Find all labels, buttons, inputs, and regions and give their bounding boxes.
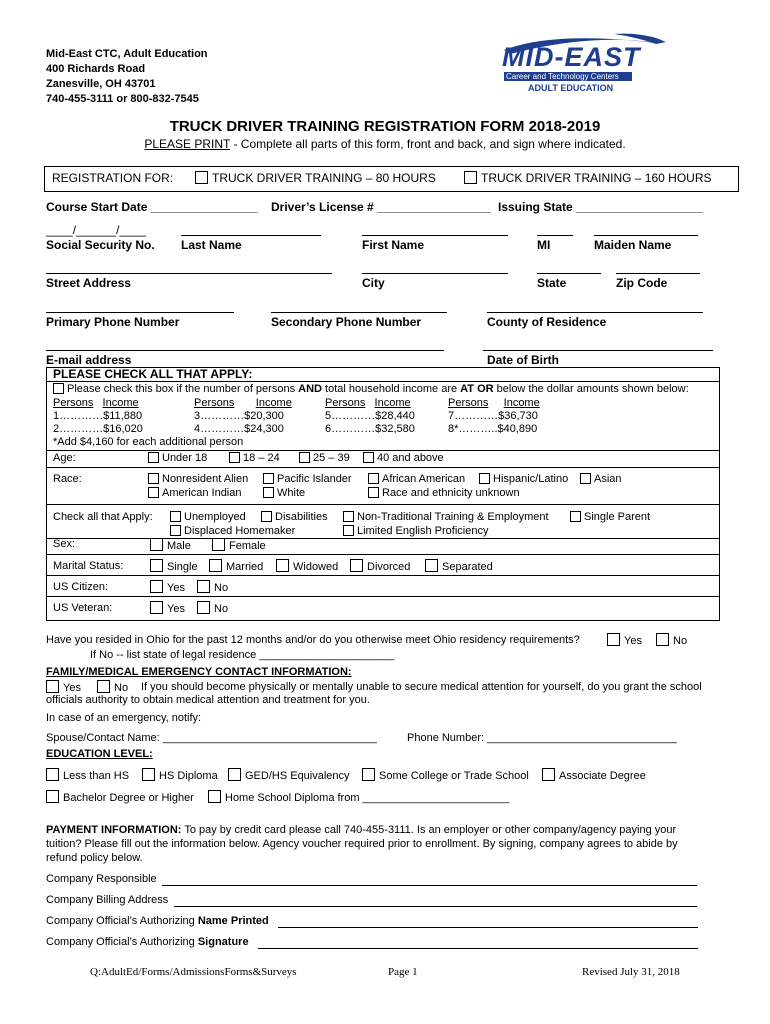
opt-limited-english[interactable]: Limited English Proficiency bbox=[343, 525, 488, 537]
street-line[interactable] bbox=[46, 273, 332, 274]
age-label: Age: bbox=[53, 452, 76, 464]
veteran-label: US Veteran: bbox=[53, 602, 113, 614]
education-header: EDUCATION LEVEL: bbox=[46, 748, 153, 760]
opt-displaced-homemaker[interactable]: Displaced Homemaker bbox=[170, 525, 295, 537]
income-cell: 8*………..$40,890 bbox=[448, 423, 538, 435]
checkbox[interactable] bbox=[170, 525, 181, 536]
col-header-2: Persons Income bbox=[194, 397, 292, 409]
first-name-line[interactable] bbox=[362, 235, 508, 236]
checkbox[interactable] bbox=[229, 452, 240, 463]
checkbox[interactable] bbox=[464, 171, 477, 184]
age-18-24[interactable]: 18 – 24 bbox=[229, 452, 280, 464]
mid-east-logo bbox=[496, 28, 672, 98]
maiden-name-label: Maiden Name bbox=[594, 238, 672, 252]
subtitle-rest: - Complete all parts of this form, front and back, and sign where indicated. bbox=[230, 137, 626, 151]
income-cell: 1…………$11,880 bbox=[53, 410, 143, 422]
col-header-1: Persons Income bbox=[53, 397, 139, 409]
edu-less-than-hs[interactable]: Less than HS bbox=[46, 768, 129, 782]
checkbox[interactable] bbox=[212, 538, 225, 551]
citizen-label: US Citizen: bbox=[53, 581, 109, 593]
opt-non-traditional[interactable]: Non-Traditional Training & Employment bbox=[343, 511, 549, 523]
checkbox[interactable] bbox=[263, 487, 274, 498]
race-white[interactable]: White bbox=[263, 487, 305, 499]
checkbox[interactable] bbox=[299, 452, 310, 463]
logo-subtext: ADULT EDUCATION bbox=[528, 83, 614, 93]
checkbox[interactable] bbox=[362, 768, 375, 781]
logo-band-text: Career and Technology Centers bbox=[506, 72, 619, 81]
city-label: City bbox=[362, 276, 385, 290]
income-cell: 2…………$16,020 bbox=[53, 423, 143, 435]
logo-text: MID-EAST bbox=[502, 42, 641, 72]
divider bbox=[47, 450, 719, 451]
divider bbox=[47, 554, 719, 555]
emergency-no[interactable]: No bbox=[97, 680, 128, 694]
checkbox[interactable] bbox=[46, 790, 59, 803]
county-label: County of Residence bbox=[487, 315, 607, 329]
sex-male[interactable]: Male bbox=[150, 538, 191, 552]
race-american-indian[interactable]: American Indian bbox=[148, 487, 242, 499]
primary-phone-line[interactable] bbox=[46, 312, 234, 313]
dob-line[interactable] bbox=[483, 350, 713, 351]
additional-person-note: *Add $4,160 for each additional person bbox=[53, 436, 244, 448]
income-cell: 5…………$28,440 bbox=[325, 410, 415, 422]
residency-yes[interactable]: Yes bbox=[607, 633, 642, 647]
email-line[interactable] bbox=[46, 350, 444, 351]
sex-label: Sex: bbox=[53, 538, 76, 550]
checkbox[interactable] bbox=[350, 559, 363, 572]
race-hispanic-latino[interactable]: Hispanic/Latino bbox=[479, 473, 568, 485]
spouse-contact-field[interactable]: Spouse/Contact Name: ___________________________________ bbox=[46, 732, 377, 744]
org-name: Mid-East CTC, Adult Education bbox=[46, 48, 208, 60]
marital-married[interactable]: Married bbox=[209, 559, 263, 573]
race-pacific-islander[interactable]: Pacific Islander bbox=[263, 473, 352, 485]
company-billing-line[interactable] bbox=[174, 906, 697, 907]
edu-hs-diploma[interactable]: HS Diploma bbox=[142, 768, 218, 782]
marital-widowed[interactable]: Widowed bbox=[276, 559, 338, 573]
org-city: Zanesville, OH 43701 bbox=[46, 78, 156, 90]
company-responsible-line[interactable] bbox=[162, 885, 697, 886]
income-cell: 3…………$20,300 bbox=[194, 410, 284, 422]
residency-no[interactable]: No bbox=[656, 633, 687, 647]
checkbox[interactable] bbox=[363, 452, 374, 463]
veteran-yes[interactable]: Yes bbox=[150, 601, 185, 615]
income-cell: 7…………$36,730 bbox=[448, 410, 538, 422]
age-40-above[interactable]: 40 and above bbox=[363, 452, 444, 464]
checkbox[interactable] bbox=[150, 559, 163, 572]
street-label: Street Address bbox=[46, 276, 131, 290]
checkbox[interactable] bbox=[142, 768, 155, 781]
zip-label: Zip Code bbox=[616, 276, 668, 290]
checkbox[interactable] bbox=[580, 473, 591, 484]
first-name-label: First Name bbox=[362, 238, 425, 252]
age-under-18[interactable]: Under 18 bbox=[148, 452, 207, 464]
marital-divorced[interactable]: Divorced bbox=[350, 559, 410, 573]
income-checkbox-row[interactable]: Please check this box if the number of persons AND total household income are AT OR below the dollar amounts shown below: bbox=[53, 383, 689, 395]
dob-label: Date of Birth bbox=[487, 353, 559, 367]
checkbox[interactable] bbox=[570, 511, 581, 522]
checkbox[interactable] bbox=[148, 473, 159, 484]
company-responsible-label: Company Responsible bbox=[46, 873, 157, 885]
footer-path: Q:AdultEd/Forms/AdmissionsForms&Surveys bbox=[90, 966, 297, 978]
maiden-name-line[interactable] bbox=[594, 235, 698, 236]
city-line[interactable] bbox=[362, 273, 508, 274]
checkbox[interactable] bbox=[195, 171, 208, 184]
issuing-state-field[interactable]: Issuing State ___________________ bbox=[498, 200, 703, 214]
checkbox[interactable] bbox=[263, 473, 274, 484]
checkbox[interactable] bbox=[479, 473, 490, 484]
race-african-american[interactable]: African American bbox=[368, 473, 465, 485]
zip-line[interactable] bbox=[616, 273, 700, 274]
checkbox[interactable] bbox=[46, 768, 59, 781]
checkbox[interactable] bbox=[46, 680, 59, 693]
ssn-blank[interactable]: ____/______/____ bbox=[46, 223, 147, 237]
checkbox[interactable] bbox=[276, 559, 289, 572]
payment-text-1: PAYMENT INFORMATION: To pay by credit card please call 740-455-3111. Is an employer or other company/agency paying your bbox=[46, 824, 677, 836]
checkbox[interactable] bbox=[197, 601, 210, 614]
mi-line[interactable] bbox=[537, 235, 573, 236]
option-160-hours[interactable]: TRUCK DRIVER TRAINING – 160 HOURS bbox=[464, 171, 712, 185]
checkbox[interactable] bbox=[150, 601, 163, 614]
page-subtitle bbox=[0, 137, 770, 151]
marital-label: Marital Status: bbox=[53, 560, 124, 572]
checkbox[interactable] bbox=[368, 487, 379, 498]
checkbox[interactable] bbox=[209, 559, 222, 572]
checkbox[interactable] bbox=[148, 487, 159, 498]
company-billing-label: Company Billing Address bbox=[46, 894, 169, 906]
official-name-label: Company Official’s Authorizing Name Printed bbox=[46, 915, 269, 927]
payment-text-3: refund policy below. bbox=[46, 852, 143, 864]
divider bbox=[47, 504, 719, 505]
emergency-consent-text-2: officials authority to obtain medical attention and treatment for you. bbox=[46, 694, 370, 706]
citizen-yes[interactable]: Yes bbox=[150, 580, 185, 594]
edu-ged[interactable]: GED/HS Equivalency bbox=[228, 768, 350, 782]
checkbox[interactable] bbox=[343, 525, 354, 536]
divider bbox=[47, 467, 719, 468]
footer-page: Page 1 bbox=[388, 966, 418, 978]
checkbox[interactable] bbox=[425, 559, 438, 572]
org-phone: 740-455-3111 or 800-832-7545 bbox=[46, 93, 199, 105]
race-unknown[interactable]: Race and ethnicity unknown bbox=[368, 487, 520, 499]
last-name-line[interactable] bbox=[181, 235, 321, 236]
opt-unemployed[interactable]: Unemployed bbox=[170, 511, 246, 523]
ssn-label: Social Security No. bbox=[46, 238, 155, 252]
veteran-no[interactable]: No bbox=[197, 601, 228, 615]
page-title: TRUCK DRIVER TRAINING REGISTRATION FORM 2018-2019 bbox=[169, 118, 601, 135]
email-label: E-mail address bbox=[46, 353, 132, 367]
primary-phone-label: Primary Phone Number bbox=[46, 315, 180, 329]
sex-female[interactable]: Female bbox=[212, 538, 266, 552]
race-label: Race: bbox=[53, 473, 82, 485]
checkbox[interactable] bbox=[197, 580, 210, 593]
emergency-header: FAMILY/MEDICAL EMERGENCY CONTACT INFORMATION: bbox=[46, 666, 352, 678]
mi-label: MI bbox=[537, 238, 551, 252]
checkbox[interactable] bbox=[148, 452, 159, 463]
edu-some-college[interactable]: Some College or Trade School bbox=[362, 768, 529, 782]
marital-single[interactable]: Single bbox=[150, 559, 198, 573]
race-asian[interactable]: Asian bbox=[580, 473, 622, 485]
marital-separated[interactable]: Separated bbox=[425, 559, 493, 573]
footer-revised: Revised July 31, 2018 bbox=[582, 966, 680, 978]
edu-associate[interactable]: Associate Degree bbox=[542, 768, 646, 782]
official-signature-line[interactable] bbox=[258, 948, 698, 949]
please-print: PLEASE PRINT bbox=[144, 137, 231, 151]
checkbox[interactable] bbox=[208, 790, 221, 803]
checkbox[interactable] bbox=[97, 680, 110, 693]
org-address bbox=[46, 47, 208, 107]
opt-single-parent[interactable]: Single Parent bbox=[570, 511, 650, 523]
checkbox[interactable] bbox=[170, 511, 181, 522]
income-cell: 4…………$24,300 bbox=[194, 423, 284, 435]
checkbox[interactable] bbox=[150, 580, 163, 593]
residency-question: Have you resided in Ohio for the past 12 months and/or do you otherwise meet Ohio residency requirements? bbox=[46, 634, 580, 646]
checkbox[interactable] bbox=[656, 633, 669, 646]
check-all-header: PLEASE CHECK ALL THAT APPLY: bbox=[53, 367, 253, 381]
emergency-consent-text: If you should become physically or mentally unable to secure medical attention for yourself, do you grant the school bbox=[141, 681, 702, 693]
official-name-line[interactable] bbox=[278, 927, 698, 928]
checkbox[interactable] bbox=[150, 538, 163, 551]
edu-home-school[interactable]: Home School Diploma from ________________________ bbox=[208, 790, 509, 804]
check-all-divider bbox=[47, 381, 719, 382]
race-nonresident-alien[interactable]: Nonresident Alien bbox=[148, 473, 248, 485]
checkbox[interactable] bbox=[261, 511, 272, 522]
emergency-phone-field[interactable]: Phone Number: _______________________________ bbox=[407, 732, 677, 744]
checkbox[interactable] bbox=[53, 383, 64, 394]
checkbox[interactable] bbox=[228, 768, 241, 781]
org-street: 400 Richards Road bbox=[46, 63, 146, 75]
checkbox[interactable] bbox=[368, 473, 379, 484]
col-header-3: Persons Income bbox=[325, 397, 411, 409]
edu-bachelor[interactable]: Bachelor Degree or Higher bbox=[46, 790, 194, 804]
course-start-date-field[interactable]: Course Start Date ________________ bbox=[46, 200, 258, 214]
registration-label: REGISTRATION FOR: bbox=[52, 171, 174, 185]
check-all-apply-label: Check all that Apply: bbox=[53, 511, 153, 523]
divider bbox=[47, 575, 719, 576]
legal-residence-field[interactable]: If No -- list state of legal residence ______________________ bbox=[90, 649, 394, 661]
income-cell: 6…………$32,580 bbox=[325, 423, 415, 435]
opt-disabilities[interactable]: Disabilities bbox=[261, 511, 328, 523]
state-label: State bbox=[537, 276, 567, 290]
divider bbox=[47, 596, 719, 597]
drivers-license-field[interactable]: Driver’s License # _________________ bbox=[271, 200, 491, 214]
checkbox[interactable] bbox=[607, 633, 620, 646]
emergency-yes[interactable]: Yes bbox=[46, 680, 81, 694]
col-header-4: Persons Income bbox=[448, 397, 540, 409]
checkbox[interactable] bbox=[542, 768, 555, 781]
divider bbox=[47, 538, 719, 539]
option-80-hours[interactable]: TRUCK DRIVER TRAINING – 80 HOURS bbox=[195, 171, 436, 185]
state-line[interactable] bbox=[537, 273, 601, 274]
secondary-phone-label: Secondary Phone Number bbox=[271, 315, 422, 329]
last-name-label: Last Name bbox=[181, 238, 242, 252]
citizen-no[interactable]: No bbox=[197, 580, 228, 594]
checkbox[interactable] bbox=[343, 511, 354, 522]
county-line[interactable] bbox=[487, 312, 703, 313]
secondary-phone-line[interactable] bbox=[271, 312, 447, 313]
age-25-39[interactable]: 25 – 39 bbox=[299, 452, 350, 464]
emergency-notify: In case of an emergency, notify: bbox=[46, 712, 202, 724]
payment-text-2: tuition? Please fill out the information below. Agency voucher required prior to enrollment. By signing, company agrees to abide by bbox=[46, 838, 678, 850]
official-signature-label: Company Official’s Authorizing Signature bbox=[46, 936, 249, 948]
